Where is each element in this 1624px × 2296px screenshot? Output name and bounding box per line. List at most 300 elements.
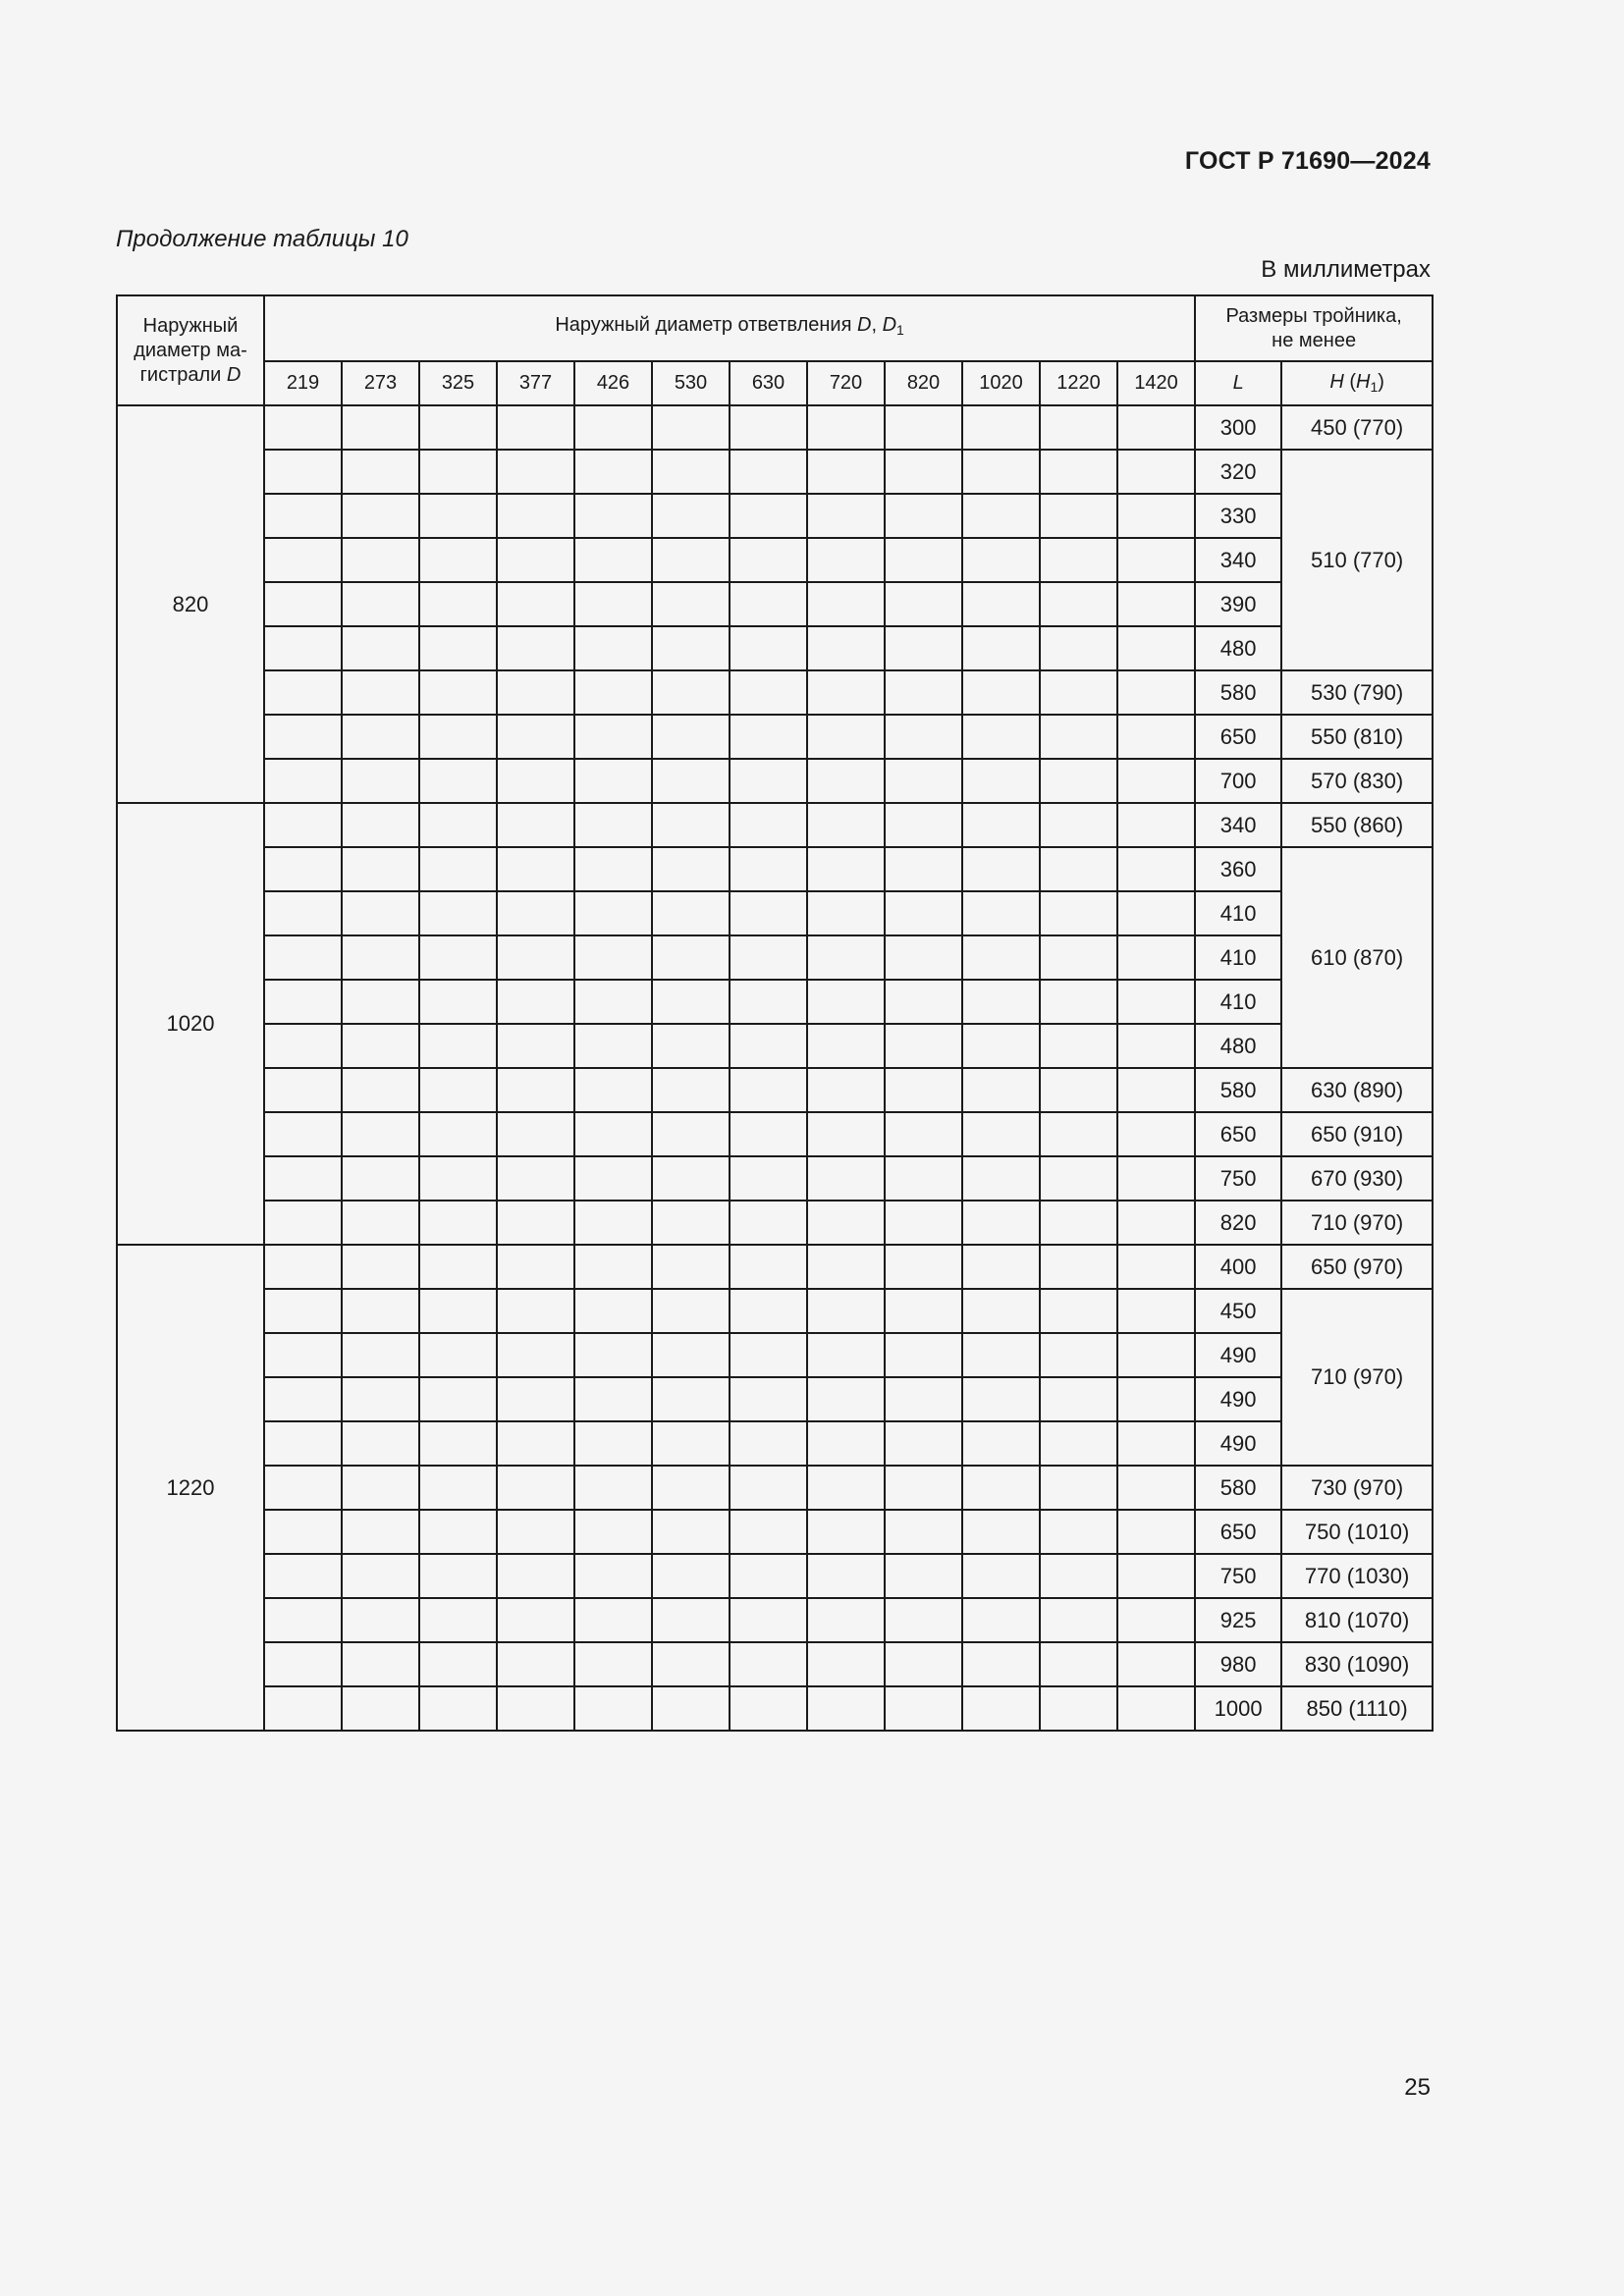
branch-cell — [574, 715, 652, 759]
branch-cell — [1117, 1377, 1195, 1421]
branch-cell — [1117, 980, 1195, 1024]
branch-diameter-header: 219 — [264, 361, 342, 405]
branch-cell — [730, 1554, 807, 1598]
branch-cell — [730, 1510, 807, 1554]
branch-cell — [962, 1466, 1040, 1510]
branch-cell — [342, 1112, 419, 1156]
branch-cell — [730, 803, 807, 847]
header-col-l: L — [1195, 361, 1281, 405]
branch-cell — [419, 1333, 497, 1377]
length-cell: 390 — [1195, 582, 1281, 626]
branch-cell — [962, 1642, 1040, 1686]
main-diameter-cell: 820 — [117, 405, 264, 803]
branch-cell — [264, 582, 342, 626]
branch-cell — [885, 670, 962, 715]
branch-cell — [652, 715, 730, 759]
height-cell: 510 (770) — [1281, 450, 1433, 670]
branch-cell — [497, 1598, 574, 1642]
branch-cell — [652, 1642, 730, 1686]
branch-cell — [1040, 538, 1117, 582]
branch-cell — [497, 1333, 574, 1377]
table-row — [117, 1112, 1433, 1156]
branch-cell — [419, 803, 497, 847]
branch-cell — [807, 935, 885, 980]
table-row — [117, 1333, 1433, 1377]
length-cell: 925 — [1195, 1598, 1281, 1642]
branch-cell — [497, 626, 574, 670]
length-cell: 480 — [1195, 626, 1281, 670]
branch-cell — [574, 803, 652, 847]
branch-cell — [419, 1068, 497, 1112]
branch-cell — [807, 759, 885, 803]
branch-cell — [1040, 803, 1117, 847]
main-diameter-cell: 1220 — [117, 1245, 264, 1731]
branch-cell — [885, 1466, 962, 1510]
height-cell: 530 (790) — [1281, 670, 1433, 715]
branch-diameter-header: 426 — [574, 361, 652, 405]
branch-cell — [264, 980, 342, 1024]
branch-cell — [962, 1156, 1040, 1201]
branch-cell — [885, 1333, 962, 1377]
table-row — [117, 670, 1433, 715]
branch-cell — [574, 935, 652, 980]
branch-cell — [730, 1201, 807, 1245]
branch-cell — [730, 626, 807, 670]
branch-cell — [1040, 759, 1117, 803]
length-cell: 400 — [1195, 1245, 1281, 1289]
branch-cell — [807, 1024, 885, 1068]
branch-cell — [885, 405, 962, 450]
branch-cell — [264, 1112, 342, 1156]
branch-cell — [342, 1598, 419, 1642]
branch-cell — [885, 494, 962, 538]
branch-cell — [962, 538, 1040, 582]
branch-cell — [807, 582, 885, 626]
branch-cell — [1040, 847, 1117, 891]
branch-cell — [419, 1245, 497, 1289]
branch-cell — [497, 847, 574, 891]
branch-cell — [807, 1289, 885, 1333]
branch-diameter-header: 1020 — [962, 361, 1040, 405]
branch-cell — [342, 759, 419, 803]
branch-cell — [264, 1421, 342, 1466]
branch-cell — [1117, 935, 1195, 980]
branch-cell — [419, 626, 497, 670]
table-row — [117, 538, 1433, 582]
header-main-diameter: Наружный диаметр ма- гистрали D — [117, 295, 264, 405]
branch-cell — [574, 494, 652, 538]
branch-diameter-header: 1220 — [1040, 361, 1117, 405]
branch-cell — [652, 759, 730, 803]
branch-cell — [652, 494, 730, 538]
branch-cell — [962, 1112, 1040, 1156]
branch-cell — [497, 980, 574, 1024]
branch-cell — [574, 980, 652, 1024]
branch-cell — [1040, 1642, 1117, 1686]
branch-cell — [497, 1201, 574, 1245]
branch-cell — [264, 670, 342, 715]
length-cell: 580 — [1195, 1068, 1281, 1112]
branch-diameter-header: 630 — [730, 361, 807, 405]
branch-diameter-header: 530 — [652, 361, 730, 405]
table-row — [117, 980, 1433, 1024]
header-tee-dimensions: Размеры тройника, не менее — [1195, 295, 1433, 361]
branch-cell — [497, 803, 574, 847]
branch-cell — [885, 538, 962, 582]
branch-cell — [652, 847, 730, 891]
table-row — [117, 1245, 1433, 1289]
branch-cell — [807, 405, 885, 450]
table-row — [117, 626, 1433, 670]
branch-cell — [652, 538, 730, 582]
length-cell: 580 — [1195, 1466, 1281, 1510]
branch-cell — [574, 1642, 652, 1686]
branch-cell — [807, 670, 885, 715]
length-cell: 490 — [1195, 1377, 1281, 1421]
table-row — [117, 1686, 1433, 1731]
branch-cell — [497, 1377, 574, 1421]
dimensions-table — [116, 294, 1434, 1732]
branch-cell — [885, 1112, 962, 1156]
branch-cell — [1117, 1554, 1195, 1598]
branch-cell — [264, 1201, 342, 1245]
branch-cell — [574, 1024, 652, 1068]
branch-cell — [962, 405, 1040, 450]
branch-cell — [497, 538, 574, 582]
branch-cell — [652, 980, 730, 1024]
branch-cell — [730, 1598, 807, 1642]
branch-cell — [342, 405, 419, 450]
branch-cell — [885, 1377, 962, 1421]
branch-cell — [342, 1554, 419, 1598]
branch-cell — [730, 582, 807, 626]
length-cell: 450 — [1195, 1289, 1281, 1333]
branch-cell — [807, 626, 885, 670]
branch-cell — [652, 1686, 730, 1731]
branch-cell — [807, 1245, 885, 1289]
branch-cell — [1117, 1245, 1195, 1289]
branch-cell — [574, 450, 652, 494]
branch-cell — [962, 715, 1040, 759]
branch-cell — [1040, 405, 1117, 450]
branch-cell — [730, 1686, 807, 1731]
branch-cell — [1040, 1421, 1117, 1466]
height-cell: 550 (810) — [1281, 715, 1433, 759]
length-cell: 410 — [1195, 891, 1281, 935]
branch-cell — [342, 847, 419, 891]
branch-cell — [807, 1686, 885, 1731]
branch-cell — [1117, 626, 1195, 670]
branch-cell — [962, 1686, 1040, 1731]
branch-cell — [1040, 1289, 1117, 1333]
branch-cell — [807, 1598, 885, 1642]
branch-cell — [730, 715, 807, 759]
branch-cell — [807, 847, 885, 891]
branch-cell — [419, 759, 497, 803]
branch-cell — [1117, 1686, 1195, 1731]
branch-cell — [1117, 1510, 1195, 1554]
branch-cell — [419, 582, 497, 626]
branch-cell — [652, 1598, 730, 1642]
branch-cell — [497, 1421, 574, 1466]
branch-cell — [1117, 1201, 1195, 1245]
branch-cell — [730, 1245, 807, 1289]
length-cell: 300 — [1195, 405, 1281, 450]
branch-cell — [1040, 1112, 1117, 1156]
length-cell: 490 — [1195, 1333, 1281, 1377]
branch-cell — [419, 1421, 497, 1466]
length-cell: 340 — [1195, 803, 1281, 847]
table-row — [117, 1554, 1433, 1598]
branch-cell — [342, 1245, 419, 1289]
height-cell: 570 (830) — [1281, 759, 1433, 803]
branch-cell — [264, 1466, 342, 1510]
branch-cell — [342, 1068, 419, 1112]
length-cell: 750 — [1195, 1554, 1281, 1598]
table-row — [117, 759, 1433, 803]
branch-cell — [962, 582, 1040, 626]
length-cell: 650 — [1195, 715, 1281, 759]
branch-cell — [574, 1068, 652, 1112]
branch-cell — [885, 1554, 962, 1598]
branch-cell — [962, 670, 1040, 715]
branch-cell — [497, 1245, 574, 1289]
branch-cell — [730, 935, 807, 980]
table-row — [117, 582, 1433, 626]
branch-cell — [730, 759, 807, 803]
branch-cell — [1117, 538, 1195, 582]
branch-cell — [1040, 582, 1117, 626]
branch-cell — [1040, 1201, 1117, 1245]
branch-cell — [1040, 1245, 1117, 1289]
branch-cell — [652, 891, 730, 935]
branch-cell — [497, 582, 574, 626]
branch-cell — [419, 1377, 497, 1421]
branch-cell — [885, 1642, 962, 1686]
branch-cell — [652, 1024, 730, 1068]
branch-cell — [1117, 1466, 1195, 1510]
branch-cell — [497, 405, 574, 450]
branch-cell — [497, 1642, 574, 1686]
branch-cell — [1117, 1068, 1195, 1112]
branch-cell — [264, 1156, 342, 1201]
branch-cell — [264, 1510, 342, 1554]
branch-cell — [342, 1642, 419, 1686]
branch-cell — [419, 935, 497, 980]
table-row — [117, 1289, 1433, 1333]
branch-cell — [962, 1598, 1040, 1642]
length-cell: 1000 — [1195, 1686, 1281, 1731]
branch-cell — [807, 1377, 885, 1421]
table-row — [117, 1642, 1433, 1686]
page-number: 25 — [1404, 2074, 1431, 2101]
branch-cell — [1117, 803, 1195, 847]
branch-cell — [1117, 1024, 1195, 1068]
branch-cell — [1117, 847, 1195, 891]
branch-cell — [1117, 1421, 1195, 1466]
branch-cell — [419, 1642, 497, 1686]
branch-cell — [342, 582, 419, 626]
branch-cell — [652, 1333, 730, 1377]
branch-cell — [730, 1377, 807, 1421]
branch-cell — [962, 1245, 1040, 1289]
branch-cell — [264, 405, 342, 450]
height-cell: 550 (860) — [1281, 803, 1433, 847]
branch-cell — [574, 1421, 652, 1466]
branch-cell — [807, 1068, 885, 1112]
branch-cell — [1040, 1510, 1117, 1554]
branch-cell — [419, 847, 497, 891]
branch-cell — [574, 1466, 652, 1510]
branch-cell — [342, 450, 419, 494]
length-cell: 480 — [1195, 1024, 1281, 1068]
branch-cell — [652, 935, 730, 980]
branch-cell — [264, 803, 342, 847]
branch-cell — [1040, 1333, 1117, 1377]
branch-cell — [807, 1333, 885, 1377]
branch-cell — [807, 980, 885, 1024]
header-branch-diameter: Наружный диаметр ответвления D, $D_1$ — [264, 295, 1195, 361]
branch-cell — [885, 715, 962, 759]
branch-cell — [264, 1598, 342, 1642]
branch-cell — [962, 1201, 1040, 1245]
branch-cell — [574, 1333, 652, 1377]
branch-cell — [1117, 450, 1195, 494]
branch-diameter-header: 377 — [497, 361, 574, 405]
height-cell: 730 (970) — [1281, 1466, 1433, 1510]
branch-cell — [264, 626, 342, 670]
branch-cell — [962, 935, 1040, 980]
branch-cell — [342, 538, 419, 582]
branch-cell — [342, 1156, 419, 1201]
branch-cell — [419, 1466, 497, 1510]
branch-cell — [419, 1686, 497, 1731]
branch-cell — [730, 494, 807, 538]
branch-cell — [419, 1156, 497, 1201]
table-continuation-caption: Продолжение таблицы 10 — [116, 226, 408, 252]
branch-cell — [652, 450, 730, 494]
branch-cell — [807, 494, 885, 538]
height-cell: 450 (770) — [1281, 405, 1433, 450]
length-cell: 650 — [1195, 1510, 1281, 1554]
branch-cell — [1040, 715, 1117, 759]
branch-cell — [497, 1068, 574, 1112]
branch-cell — [1040, 891, 1117, 935]
height-cell: 650 (910) — [1281, 1112, 1433, 1156]
branch-cell — [574, 1245, 652, 1289]
branch-cell — [885, 1510, 962, 1554]
branch-cell — [652, 1554, 730, 1598]
branch-cell — [885, 1598, 962, 1642]
branch-cell — [1117, 1156, 1195, 1201]
branch-cell — [1040, 1686, 1117, 1731]
branch-diameter-header: 1420 — [1117, 361, 1195, 405]
branch-cell — [342, 1289, 419, 1333]
branch-cell — [419, 715, 497, 759]
branch-cell — [574, 759, 652, 803]
table-row — [117, 1068, 1433, 1112]
branch-cell — [1117, 494, 1195, 538]
branch-cell — [342, 1421, 419, 1466]
branch-cell — [885, 582, 962, 626]
branch-cell — [497, 891, 574, 935]
branch-cell — [962, 450, 1040, 494]
branch-cell — [342, 1686, 419, 1731]
branch-cell — [962, 1554, 1040, 1598]
branch-cell — [342, 715, 419, 759]
branch-cell — [962, 626, 1040, 670]
branch-cell — [962, 891, 1040, 935]
branch-cell — [264, 1245, 342, 1289]
branch-cell — [264, 450, 342, 494]
branch-cell — [264, 1333, 342, 1377]
branch-cell — [342, 980, 419, 1024]
branch-cell — [1117, 1112, 1195, 1156]
length-cell: 580 — [1195, 670, 1281, 715]
table-row — [117, 1466, 1433, 1510]
branch-cell — [652, 626, 730, 670]
branch-cell — [885, 1245, 962, 1289]
branch-cell — [885, 1421, 962, 1466]
branch-cell — [730, 1112, 807, 1156]
branch-cell — [497, 759, 574, 803]
branch-cell — [342, 1510, 419, 1554]
length-cell: 980 — [1195, 1642, 1281, 1686]
branch-cell — [807, 1554, 885, 1598]
branch-cell — [1040, 626, 1117, 670]
branch-cell — [574, 670, 652, 715]
branch-cell — [962, 1068, 1040, 1112]
branch-cell — [342, 935, 419, 980]
branch-cell — [419, 1598, 497, 1642]
branch-cell — [264, 1554, 342, 1598]
branch-cell — [419, 670, 497, 715]
branch-cell — [1117, 1642, 1195, 1686]
branch-cell — [419, 980, 497, 1024]
branch-cell — [885, 759, 962, 803]
branch-cell — [497, 670, 574, 715]
branch-diameter-header: 820 — [885, 361, 962, 405]
table-row — [117, 494, 1433, 538]
branch-cell — [807, 1201, 885, 1245]
branch-cell — [1040, 670, 1117, 715]
table-row — [117, 935, 1433, 980]
branch-cell — [574, 1686, 652, 1731]
branch-cell — [962, 847, 1040, 891]
height-cell: 810 (1070) — [1281, 1598, 1433, 1642]
branch-cell — [652, 1377, 730, 1421]
branch-cell — [652, 1245, 730, 1289]
branch-cell — [574, 626, 652, 670]
table-row — [117, 1201, 1433, 1245]
branch-cell — [574, 1510, 652, 1554]
branch-cell — [652, 405, 730, 450]
height-cell: 630 (890) — [1281, 1068, 1433, 1112]
branch-cell — [730, 1289, 807, 1333]
table-row — [117, 847, 1433, 891]
standard-designation: ГОСТ Р 71690—2024 — [1184, 147, 1431, 175]
branch-cell — [807, 450, 885, 494]
table-row — [117, 1510, 1433, 1554]
branch-cell — [652, 1112, 730, 1156]
branch-cell — [885, 847, 962, 891]
branch-cell — [1040, 1598, 1117, 1642]
length-cell: 360 — [1195, 847, 1281, 891]
branch-cell — [342, 1024, 419, 1068]
branch-cell — [1040, 935, 1117, 980]
branch-cell — [652, 1421, 730, 1466]
branch-cell — [574, 1554, 652, 1598]
